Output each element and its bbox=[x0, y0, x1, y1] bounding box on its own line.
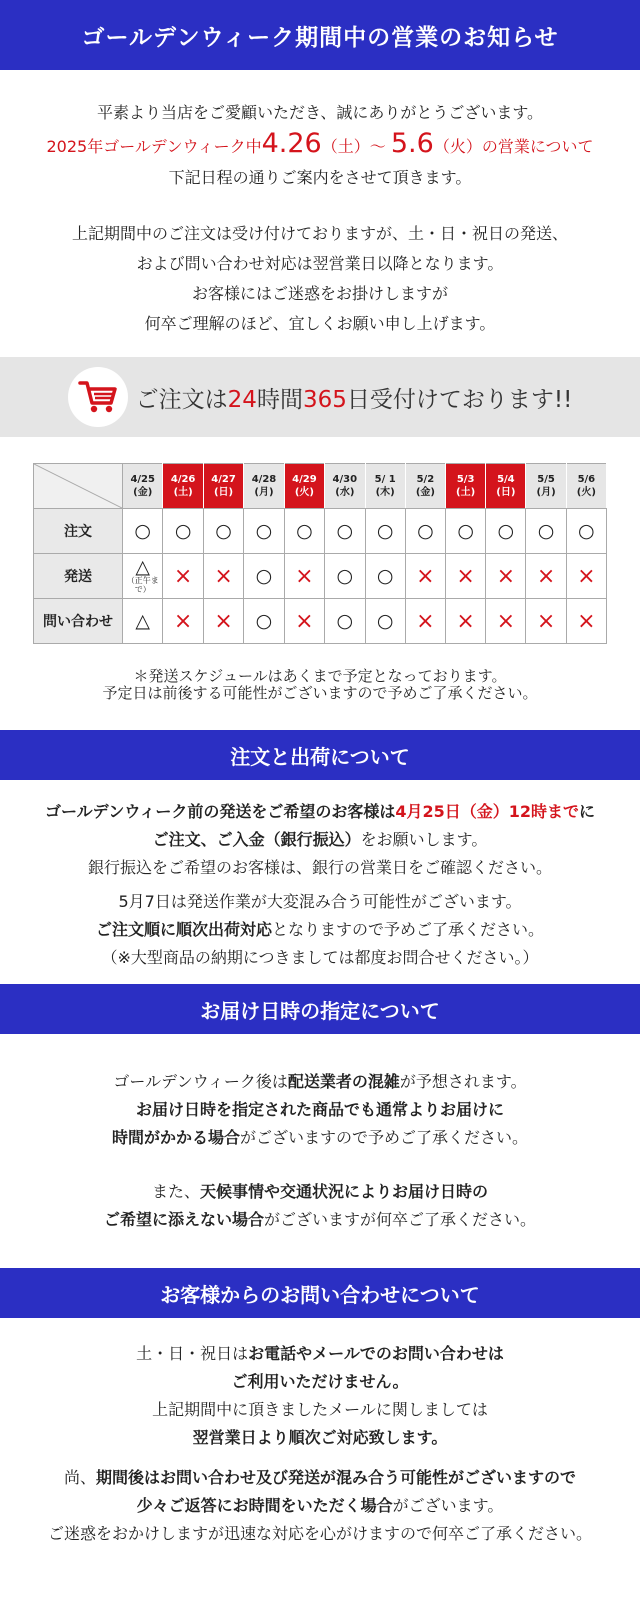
day-of-week-label: (金) bbox=[415, 487, 435, 498]
s3-line-3: 上記期間中に頂きましたメールに関しましては bbox=[152, 1400, 488, 1419]
schedule-mark: ○ bbox=[174, 520, 192, 542]
date-label: 5/3 bbox=[456, 474, 475, 485]
schedule-mark: ○ bbox=[255, 520, 273, 542]
schedule-mark-cell bbox=[244, 509, 284, 554]
banner-hours: 24 bbox=[227, 386, 257, 413]
schedule-mark-cell bbox=[325, 509, 365, 554]
schedule-mark: ○ bbox=[376, 520, 394, 542]
s2-l5-b: がございますが何卒ご了承ください。 bbox=[264, 1210, 537, 1229]
date-label: 5/2 bbox=[416, 474, 435, 485]
schedule-mark-cell bbox=[486, 554, 526, 599]
s1-line-3: 銀行振込をご希望のお客様は、銀行の営業日をご確認ください。 bbox=[87, 858, 552, 877]
s1-l5-a: ご注文順に順次出荷対応 bbox=[95, 920, 272, 939]
period-prefix: 2025年ゴールデンウィーク中 bbox=[46, 137, 262, 156]
day-of-week-label: (水) bbox=[335, 487, 355, 498]
date-label: 4/29 bbox=[292, 474, 317, 485]
schedule-mark: × bbox=[456, 608, 475, 634]
s3-line-6 bbox=[0, 1492, 640, 1520]
schedule-mark-cell bbox=[486, 509, 526, 554]
schedule-mark-cell bbox=[365, 599, 405, 644]
page-title: ゴールデンウィーク期間中の営業のお知らせ bbox=[81, 24, 559, 51]
s3-l6-b: がございます。 bbox=[392, 1496, 504, 1515]
schedule-mark-cell bbox=[446, 599, 486, 644]
date-label: 5/ 1 bbox=[374, 474, 396, 485]
schedule-mark: × bbox=[536, 563, 556, 589]
schedule-mark-cell bbox=[405, 599, 445, 644]
schedule-mark-cell bbox=[123, 509, 163, 554]
s1-l5-b: となりますので予めご了承ください。 bbox=[272, 920, 545, 939]
schedule-mark-cell bbox=[566, 554, 606, 599]
schedule-row-label: 注文 bbox=[34, 509, 123, 554]
schedule-mark-cell bbox=[244, 554, 284, 599]
s2-line-1 bbox=[0, 1068, 640, 1096]
date-header-cell bbox=[163, 464, 203, 509]
s3-line-4: 翌営業日より順次ご対応致します。 bbox=[192, 1428, 448, 1447]
day-of-week-label: (月) bbox=[254, 487, 274, 498]
schedule-mark-cell bbox=[446, 554, 486, 599]
day-of-week-label: (月) bbox=[536, 487, 556, 498]
s3-l5-a: 尚、 bbox=[63, 1468, 96, 1487]
schedule-mark-note: （正午まで） bbox=[126, 576, 159, 594]
date-header-cell bbox=[566, 464, 606, 509]
section-inquiry-header bbox=[0, 1268, 640, 1318]
s1-line-1 bbox=[0, 798, 640, 826]
s1-l1-c: に bbox=[579, 802, 596, 821]
schedule-row bbox=[34, 599, 607, 644]
schedule-mark-cell bbox=[203, 509, 243, 554]
s2-line-2: お届け日時を指定された商品でも通常よりお届けに bbox=[135, 1100, 504, 1119]
s1-deadline: 4月25日（金）12時まで bbox=[395, 802, 580, 821]
s2-l3-a: 時間がかかる場合 bbox=[111, 1128, 240, 1147]
schedule-mark-cell bbox=[163, 599, 203, 644]
period-start-date: 4.26 bbox=[261, 128, 322, 159]
schedule-mark-cell bbox=[405, 509, 445, 554]
schedule-mark: × bbox=[214, 563, 233, 589]
schedule-mark-cell bbox=[486, 599, 526, 644]
schedule-mark-cell bbox=[163, 554, 203, 599]
order-24h-banner bbox=[0, 357, 640, 437]
schedule-mark: × bbox=[456, 563, 475, 589]
schedule-mark-cell bbox=[203, 554, 243, 599]
s2-line-3 bbox=[0, 1124, 640, 1152]
intro-p2-line-1: 上記期間中のご注文は受け付けておりますが、土・日・祝日の発送、 bbox=[71, 224, 568, 243]
section-delivery-body bbox=[0, 1068, 640, 1234]
day-of-week-label: (金) bbox=[133, 487, 153, 498]
schedule-row bbox=[34, 509, 607, 554]
schedule-mark: ○ bbox=[215, 520, 232, 542]
date-label: 4/30 bbox=[332, 474, 358, 485]
schedule-mark-cell bbox=[284, 509, 324, 554]
schedule-mark: × bbox=[173, 563, 193, 589]
s3-l1-a: 土・日・祝日は bbox=[136, 1344, 249, 1363]
schedule-mark: × bbox=[496, 608, 516, 634]
period-start-dow: （土） bbox=[321, 137, 370, 156]
s1-l2-a: ご注文、ご入金（銀行振込） bbox=[152, 830, 361, 849]
s3-l5-b: 期間後はお問い合わせ及び発送が混み合う可能性がございますので bbox=[96, 1468, 577, 1487]
date-label: 4/27 bbox=[211, 474, 236, 485]
date-header-cell bbox=[365, 464, 405, 509]
period-end-date: 5.6 bbox=[390, 128, 434, 159]
schedule-mark: △ bbox=[135, 610, 151, 632]
schedule-mark: ○ bbox=[537, 520, 555, 542]
schedule-table bbox=[33, 463, 607, 644]
footnote-line-2: 予定日は前後する可能性がございますので予めご了承ください。 bbox=[102, 684, 538, 702]
schedule-mark-cell bbox=[526, 509, 566, 554]
s2-l5-a: ご希望に添えない場合 bbox=[103, 1210, 264, 1229]
schedule-mark: ○ bbox=[417, 520, 434, 542]
schedule-mark: △ bbox=[135, 556, 151, 578]
s2-l1-b: 配送業者の混雑 bbox=[287, 1072, 400, 1091]
section-order-shipping-header bbox=[0, 730, 640, 780]
schedule-mark: ○ bbox=[336, 520, 354, 542]
day-of-week-label: (木) bbox=[375, 487, 395, 498]
period-tilde: ～ bbox=[369, 137, 386, 156]
s2-l1-a: ゴールデンウィーク後は bbox=[113, 1072, 288, 1091]
s2-line-5 bbox=[0, 1206, 640, 1234]
schedule-mark-cell bbox=[244, 599, 284, 644]
intro-line-3: 下記日程の通りご案内をさせて頂きます。 bbox=[168, 168, 472, 187]
s3-l1-b: お電話やメールでのお問い合わせは bbox=[248, 1344, 504, 1363]
schedule-mark-cell bbox=[163, 509, 203, 554]
schedule-mark: × bbox=[214, 608, 233, 634]
date-label: 5/6 bbox=[577, 474, 596, 485]
schedule-mark: ○ bbox=[255, 565, 273, 587]
schedule-mark-cell bbox=[123, 554, 163, 599]
s2-line-4 bbox=[0, 1178, 640, 1206]
date-label: 4/25 bbox=[130, 474, 155, 485]
schedule-mark-cell bbox=[365, 509, 405, 554]
s2-l3-b: がございますので予めご了承ください。 bbox=[240, 1128, 529, 1147]
date-label: 5/5 bbox=[537, 474, 555, 485]
day-of-week-label: (土) bbox=[173, 487, 193, 498]
shopping-cart-icon bbox=[78, 379, 118, 415]
date-header-cell bbox=[325, 464, 365, 509]
section-order-shipping-title: 注文と出荷について bbox=[230, 744, 410, 769]
period-end-dow: （火） bbox=[433, 137, 482, 156]
s1-line-2 bbox=[0, 826, 640, 854]
schedule-mark: ○ bbox=[376, 610, 394, 632]
s1-line-6: （※大型商品の納期につきましては都度お問合せください。） bbox=[101, 948, 539, 967]
schedule-row-label: 問い合わせ bbox=[34, 599, 123, 644]
day-of-week-label: (日) bbox=[213, 487, 234, 498]
date-header-cell bbox=[446, 464, 486, 509]
date-header-cell bbox=[284, 464, 324, 509]
schedule-mark: × bbox=[577, 608, 596, 634]
day-of-week-label: (火) bbox=[576, 487, 596, 498]
schedule-mark: ○ bbox=[497, 520, 515, 542]
schedule-row-label: 発送 bbox=[34, 554, 123, 599]
section-inquiry-title: お客様からのお問い合わせについて bbox=[160, 1282, 480, 1307]
s3-l6-a: 少々ご返答にお時間をいただく場合 bbox=[136, 1496, 393, 1515]
schedule-mark-cell bbox=[284, 554, 324, 599]
schedule-mark: ○ bbox=[457, 520, 474, 542]
schedule-mark: × bbox=[416, 608, 435, 634]
section-delivery-header bbox=[0, 984, 640, 1034]
intro-p2-line-3: お客様にはご迷惑をお掛けしますが bbox=[191, 284, 448, 303]
schedule-mark: × bbox=[295, 563, 314, 589]
schedule-mark-cell bbox=[284, 599, 324, 644]
schedule-mark: × bbox=[416, 563, 435, 589]
schedule-row bbox=[34, 554, 607, 599]
s1-line-4: 5月7日は発送作業が大変混み合う可能性がございます。 bbox=[118, 892, 522, 911]
schedule-mark: ○ bbox=[376, 565, 394, 587]
schedule-mark: × bbox=[577, 563, 596, 589]
intro-line-1: 平素より当店をご愛顧いただき、誠にありがとうございます。 bbox=[96, 103, 544, 122]
table-corner bbox=[34, 464, 123, 509]
s3-line-5 bbox=[0, 1464, 640, 1492]
period-suffix: の営業について bbox=[481, 137, 594, 156]
section-order-shipping-body bbox=[0, 798, 640, 972]
schedule-mark: ○ bbox=[296, 520, 313, 542]
schedule-mark: × bbox=[536, 608, 556, 634]
schedule-mark-cell bbox=[566, 599, 606, 644]
date-header-cell bbox=[526, 464, 566, 509]
s2-l1-c: が予想されます。 bbox=[399, 1072, 527, 1091]
s3-line-2: ご利用いただけません。 bbox=[231, 1372, 409, 1391]
footnote-line-1: ＊発送スケジュールはあくまで予定となっております。 bbox=[133, 667, 507, 685]
schedule-mark-cell bbox=[566, 509, 606, 554]
s2-l4-b: 天候事情や交通状況によりお届け日時の bbox=[200, 1182, 489, 1201]
intro-period-line bbox=[0, 128, 640, 163]
schedule-mark: ○ bbox=[336, 565, 354, 587]
s1-line-5 bbox=[0, 916, 640, 944]
date-label: 4/28 bbox=[251, 474, 277, 485]
schedule-footnote bbox=[0, 668, 640, 702]
schedule-mark-cell bbox=[405, 554, 445, 599]
day-of-week-label: (日) bbox=[496, 487, 516, 498]
schedule-mark: × bbox=[173, 608, 193, 634]
section-delivery-title: お届け日時の指定について bbox=[200, 998, 440, 1023]
date-header-cell bbox=[123, 464, 163, 509]
s1-l2-b: をお願いします。 bbox=[360, 830, 488, 849]
schedule-header-row bbox=[34, 464, 607, 509]
section-inquiry-body bbox=[0, 1340, 640, 1548]
date-header-cell bbox=[405, 464, 445, 509]
date-label: 4/26 bbox=[170, 474, 196, 485]
schedule-mark: ○ bbox=[578, 520, 595, 542]
schedule-mark-cell bbox=[526, 599, 566, 644]
schedule-mark-cell bbox=[325, 599, 365, 644]
day-of-week-label: (土) bbox=[456, 487, 476, 498]
day-of-week-label: (火) bbox=[294, 487, 314, 498]
banner-text-b: 時間 bbox=[256, 386, 303, 413]
schedule-mark: ○ bbox=[255, 610, 273, 632]
s3-line-1 bbox=[0, 1340, 640, 1368]
page-title-banner bbox=[0, 0, 640, 70]
intro-p2-line-2: および問い合わせ対応は翌営業日以降となります。 bbox=[136, 254, 504, 273]
banner-text-a: ご注文は bbox=[135, 386, 228, 413]
banner-text-c: 日受付けております!! bbox=[346, 386, 573, 413]
schedule-mark-cell bbox=[365, 554, 405, 599]
corner-diagonal bbox=[34, 464, 122, 508]
schedule-mark: ○ bbox=[336, 610, 354, 632]
date-header-cell bbox=[244, 464, 284, 509]
schedule-mark-cell bbox=[123, 599, 163, 644]
schedule-mark: × bbox=[496, 563, 516, 589]
schedule-mark: ○ bbox=[134, 520, 151, 542]
schedule-mark: × bbox=[295, 608, 314, 634]
cart-badge bbox=[68, 367, 128, 427]
s2-l4-a: また、 bbox=[151, 1182, 200, 1201]
date-label: 5/4 bbox=[497, 474, 515, 485]
intro-block bbox=[0, 98, 640, 339]
schedule-mark-cell bbox=[203, 599, 243, 644]
banner-text bbox=[136, 381, 573, 414]
date-header-cell bbox=[203, 464, 243, 509]
schedule-mark-cell bbox=[325, 554, 365, 599]
intro-p2-line-4: 何卒ご理解のほど、宜しくお願い申し上げます。 bbox=[144, 314, 496, 333]
banner-days: 365 bbox=[302, 386, 347, 413]
date-header-cell bbox=[486, 464, 526, 509]
schedule-mark-cell bbox=[526, 554, 566, 599]
s1-l1-a: ゴールデンウィーク前の発送をご希望のお客様は bbox=[44, 802, 396, 821]
s3-line-7: ご迷惑をおかけしますが迅速な対応を心がけますので何卒ご了承ください。 bbox=[47, 1524, 592, 1543]
schedule-mark-cell bbox=[446, 509, 486, 554]
